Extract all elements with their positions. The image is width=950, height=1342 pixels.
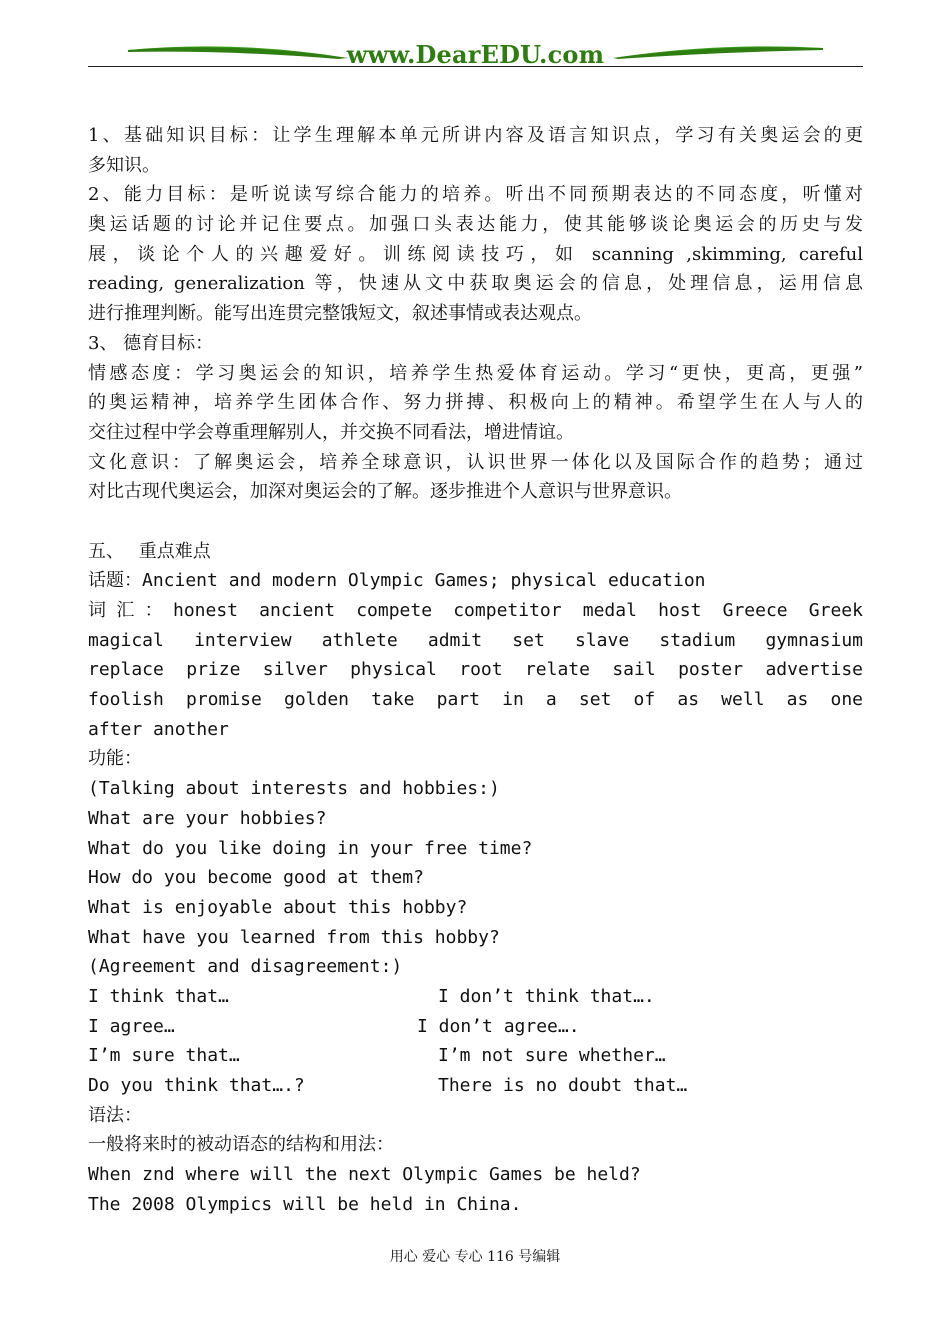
objective-line: 交往过程中学会尊重理解别人，并交换不同看法，增进情谊。 bbox=[88, 421, 574, 443]
section-heading: 五、 重点难点 bbox=[88, 540, 211, 562]
function-line: (Agreement and disagreement:) bbox=[88, 956, 403, 978]
disagree-phrase: I don’t agree…. bbox=[417, 1015, 580, 1037]
objective-line: 展，谈论个人的兴趣爱好。训练阅读技巧，如 scanning ,skimming, careful bbox=[88, 243, 863, 265]
objective-line: 文化意识：了解奥运会，培养全球意识，认识世界一体化以及国际合作的趋势；通过 bbox=[88, 451, 863, 473]
vocab-line: replace prize silver physical root relate sail poster advertise bbox=[88, 659, 863, 681]
phrase-pair bbox=[88, 1071, 863, 1101]
objective-line: 进行推理判断。能写出连贯完整饿短文，叙述事情或表达观点。 bbox=[88, 303, 592, 325]
objective-line: 的奥运精神，培养学生团体合作、努力拼搏、积极向上的精神。希望学生在人与人的 bbox=[88, 392, 863, 414]
phrase-pair bbox=[88, 1041, 863, 1071]
document-body bbox=[88, 121, 863, 1219]
disagree-phrase: I’m not sure whether… bbox=[438, 1045, 666, 1067]
header-divider bbox=[88, 66, 863, 67]
function-line: (Talking about interests and hobbies:) bbox=[88, 778, 500, 800]
grammar-line: When znd where will the next Olympic Games be held? bbox=[88, 1164, 641, 1186]
spacer bbox=[88, 507, 863, 537]
vocab-line: magical interview athlete admit set slave stadium gymnasium bbox=[88, 629, 863, 651]
phrase-pair bbox=[88, 1012, 863, 1042]
objective-line: reading, generalization 等，快速从文中获取奥运会的信息，处理信息，运用信息 bbox=[88, 273, 863, 295]
agree-phrase: I’m sure that… bbox=[88, 1045, 240, 1067]
disagree-phrase: I don’t think that…. bbox=[438, 985, 655, 1007]
agree-phrase: Do you think that….? bbox=[88, 1075, 305, 1096]
objective-line: 1、基础知识目标：让学生理解本单元所讲内容及语言知识点，学习有关奥运会的更 bbox=[88, 125, 863, 146]
objective-line: 多知识。 bbox=[88, 154, 160, 176]
vocab-line: after another bbox=[88, 718, 229, 740]
page-footer: 用心 爱心 专心 116 号编辑 bbox=[389, 1249, 561, 1265]
function-line: What is enjoyable about this hobby? bbox=[88, 896, 468, 918]
phrase-pair bbox=[88, 982, 863, 1012]
vocab-line: foolish promise golden take part in a set of as well as one bbox=[88, 689, 863, 711]
objective-line: 对比古现代奥运会，加深对奥运会的了解。逐步推进个人意识与世界意识。 bbox=[88, 481, 682, 503]
agree-phrase: I agree… bbox=[88, 1015, 175, 1037]
function-line: What have you learned from this hobby? bbox=[88, 926, 500, 948]
grammar-line: The 2008 Olympics will be held in China. bbox=[88, 1193, 522, 1215]
vocab-line: 词汇：honest ancient compete competitor medal host Greece Greek bbox=[88, 600, 863, 621]
grammar-label: 语法： bbox=[88, 1104, 142, 1126]
objective-line: 2、能力目标：是听说读写综合能力的培养。听出不同预期表达的不同态度，听懂对 bbox=[88, 184, 863, 206]
objective-line: 奥运话题的讨论并记住要点。加强口头表达能力，使其能够谈论奥运会的历史与发 bbox=[88, 214, 863, 236]
function-line: What are your hobbies? bbox=[88, 807, 327, 829]
function-line: How do you become good at them? bbox=[88, 867, 424, 889]
site-logo-text: www.DearEDU.com bbox=[346, 40, 605, 69]
function-label: 功能： bbox=[88, 748, 142, 770]
grammar-line: 一般将来时的被动语态的结构和用法： bbox=[88, 1134, 394, 1156]
objective-line: 情感态度：学习奥运会的知识，培养学生热爱体育运动。学习“更快，更高，更强” bbox=[88, 362, 863, 384]
objective-line: 3、 德育目标： bbox=[88, 332, 214, 354]
agree-phrase: I think that… bbox=[88, 985, 229, 1007]
topic-line: 话题：Ancient and modern Olympic Games; physical education bbox=[88, 570, 706, 592]
function-line: What do you like doing in your free time? bbox=[88, 837, 533, 859]
disagree-phrase: There is no doubt that… bbox=[438, 1075, 688, 1096]
